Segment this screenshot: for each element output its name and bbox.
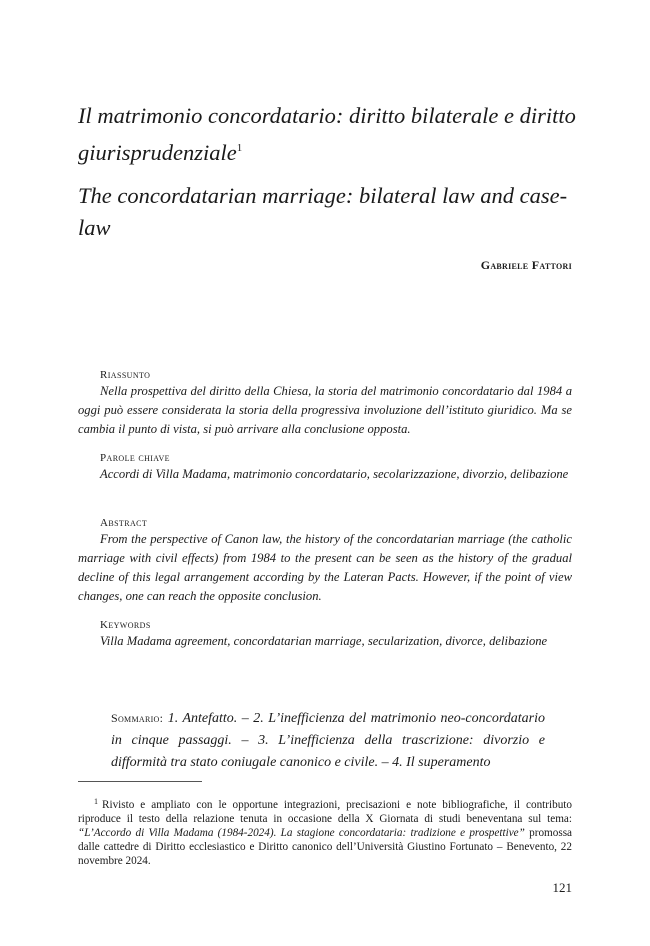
parole-chiave-text: Accordi di Villa Madama, matrimonio concordatario, secolarizzazione, divorzio, delibazione (100, 467, 569, 481)
author-name: Gabriele Fattori (480, 258, 572, 272)
abstract-text: From the perspective of Canon law, the history of the concordatarian marriage (the catholic marriage with civil effects) from 1984 to the present can be seen as the history of the gradual decline of this legal arrangement according by the Lateran Pacts. However, if the point of view changes, one can reach the opposite conclusion. (78, 532, 572, 603)
riassunto-label: Riassunto (100, 369, 151, 381)
footnote-text-before: Rivisto e ampliato con le opportune integrazioni, precisazioni e note bibliografiche, il contributo riproduce il testo della relazione tenuta in occasione della X Giornata di studi beneventana sul tema: (78, 799, 572, 825)
keywords-text: Villa Madama agreement, concordatarian marriage, secularization, divorce, delibazione (100, 634, 548, 648)
footnote-quote: “L’Accordo di Villa Madama (1984-2024). La stagione concordataria: tradizione e prospettive” (78, 827, 525, 839)
footnote-reference[interactable]: 1 (236, 142, 243, 154)
riassunto-section (78, 369, 572, 439)
footnote-divider (78, 781, 202, 782)
riassunto-text: Nella prospettiva del diritto della Chiesa, la storia del matrimonio concordatario dal 1984 a oggi può essere considerata la storia della progressiva involuzione dell’istituto giuridico. Ma se cambia il punto di vista, si può arrivare alla conclusione opposta. (78, 384, 572, 436)
footnote-mark: 1 (94, 797, 98, 806)
footnote (78, 795, 572, 868)
sommario-text: 1. Antefatto. – 2. L’inefficienza del matrimonio neo-concordatario in cinque passaggi. – 3. L’inefficienza della trascrizione: divorzio e difformità tra stato coniugale canonico e civile. – 4. Il superamento (111, 711, 545, 770)
abstract-section (78, 517, 572, 606)
english-title: The concordatarian marriage: bilateral law and case-law (78, 183, 568, 240)
parole-chiave-section (78, 452, 572, 484)
page-number: 121 (552, 880, 572, 895)
sommario-label: Sommario: (111, 711, 164, 725)
italian-title (78, 100, 578, 169)
sommario (111, 707, 545, 774)
italian-title-text: Il matrimonio concordatario: diritto bilaterale e diritto giurisprudenziale (78, 103, 576, 165)
keywords-label: Keywords (100, 619, 151, 631)
parole-chiave-label: Parole chiave (100, 452, 170, 464)
abstract-label: Abstract (100, 517, 148, 529)
keywords-section (78, 619, 572, 651)
footnote-text-after: promossa dalle cattedre di Diritto ecclesiastico e Diritto canonico dell’Università Giustino Fortunato – Benevento, 22 novembre 2024. (78, 827, 573, 867)
